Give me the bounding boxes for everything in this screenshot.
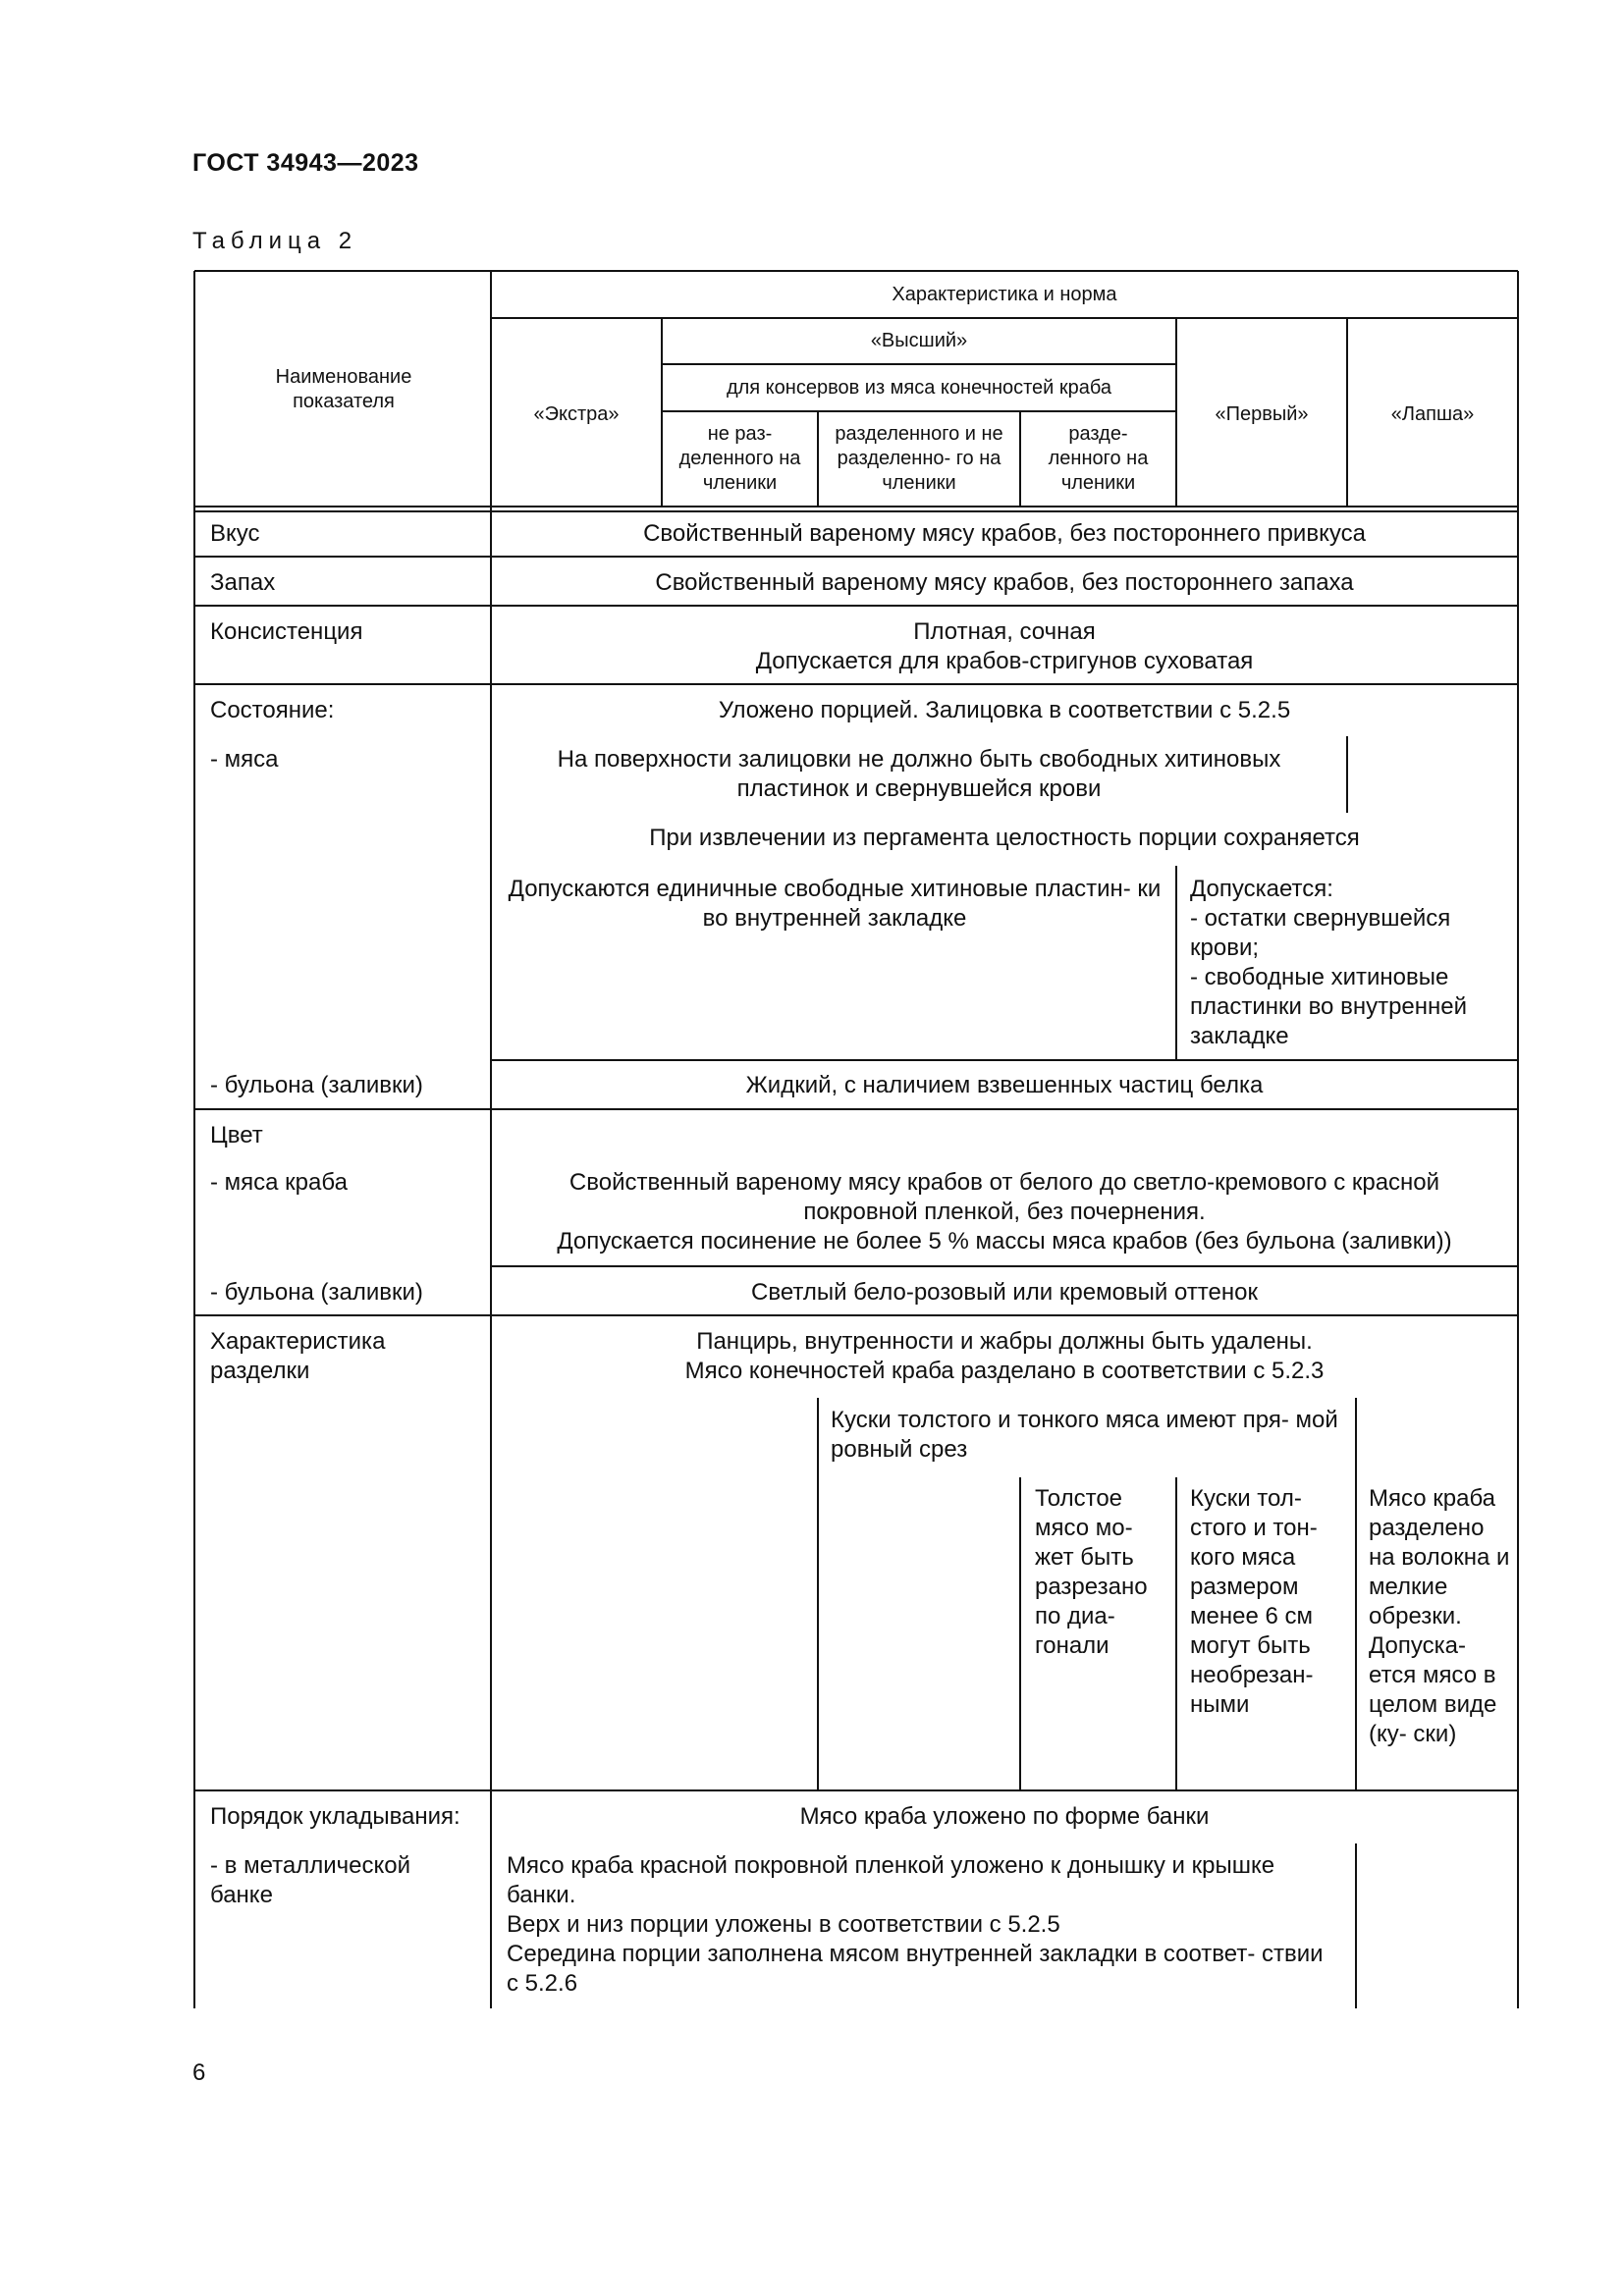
packing-can-label: - в металлической банке <box>210 1852 410 1908</box>
color-meat-value-3: Допускается посинение не более 5 % массы мяса крабов (без бульона (заливки)) <box>557 1228 1452 1255</box>
header-grade-extra: «Экстра» <box>533 403 620 425</box>
state-surface: На поверхности залицовки не должно быть свободных хитиновых пластинок и свернувшейся крови <box>557 746 1281 802</box>
packing-common: Мясо краба уложено по форме банки <box>799 1803 1210 1830</box>
cutting-label: Характеристика разделки <box>210 1328 386 1384</box>
state-allowed-3: - свободные хитиновые пластинки во внутренней закладке <box>1190 964 1468 1049</box>
header-grade-highest: «Высший» <box>870 330 968 351</box>
taste-label: Вкус <box>210 520 260 547</box>
header-divided: разде- ленного на членики <box>1048 423 1149 494</box>
table-caption: Таблица 2 <box>192 228 358 254</box>
header-divided-and-not: разделенного и не разделенно- го на членики <box>835 423 1003 494</box>
color-broth-label: - бульона (заливки) <box>210 1279 423 1306</box>
packing-can-3: Середина порции заполнена мясом внутренней закладки в соответ- ствии с 5.2.6 <box>507 1941 1324 1997</box>
cutting-thick-diagonal: Толстое мясо мо- жет быть разрезано по диа- гонали <box>1035 1485 1148 1659</box>
color-broth-value: Светлый бело-розовый или кремовый оттенок <box>751 1279 1258 1306</box>
broth-value: Жидкий, с наличием взвешенных частиц белка <box>745 1072 1264 1098</box>
color-label: Цвет <box>210 1122 263 1148</box>
color-meat-value-2: покровной пленкой, без почернения. <box>803 1199 1206 1225</box>
consistency-value-2: Допускается для крабов-стригунов суховатая <box>755 648 1254 674</box>
state-meat-label: - мяса <box>210 746 279 773</box>
cutting-value-1: Панцирь, внутренности и жабры должны быть удалены. <box>696 1328 1313 1355</box>
header-highest-sub: для консервов из мяса конечностей краба <box>726 377 1112 399</box>
packing-can-1: Мясо краба красной покровной пленкой уложено к донышку и крышке банки. <box>507 1852 1275 1908</box>
smell-value: Свойственный вареному мясу крабов, без постороннего запаха <box>655 569 1354 596</box>
header-param-name: Наименование показателя <box>275 366 412 412</box>
header-not-divided: не раз- деленного на членики <box>678 423 801 494</box>
consistency-value-1: Плотная, сочная <box>913 618 1096 645</box>
cutting-lapsha: Мясо краба разделено на волокна и мелкие обрезки. Допуска- ется мясо в целом виде (ку- ски) <box>1369 1485 1510 1747</box>
page-number: 6 <box>192 2059 206 2086</box>
state-parchment: При извлечении из пергамента целостность порции сохраняется <box>649 825 1360 851</box>
state-allowed-1: Допускается: <box>1190 876 1333 902</box>
packing-can-2: Верх и низ порции уложены в соответствии с 5.2.5 <box>507 1911 1060 1938</box>
consistency-label: Консистенция <box>210 618 363 645</box>
state-label: Состояние: <box>210 697 335 723</box>
state-single-plates: Допускаются единичные свободные хитиновые пластин- ки во внутренней закладке <box>508 876 1162 932</box>
header-characteristic-norm: Характеристика и норма <box>892 284 1117 305</box>
color-meat-label: - мяса краба <box>210 1169 348 1196</box>
smell-label: Запах <box>210 569 276 596</box>
header-grade-lapsha: «Лапша» <box>1390 403 1475 425</box>
broth-label: - бульона (заливки) <box>210 1072 423 1098</box>
cutting-small-pieces: Куски тол- стого и тон- кого мяса размером менее 6 см могут быть необрезан- ными <box>1190 1485 1318 1718</box>
taste-value: Свойственный вареному мясу крабов, без постороннего привкуса <box>643 520 1366 547</box>
color-meat-value-1: Свойственный вареному мясу крабов от белого до светло-кремового с красной <box>568 1169 1440 1196</box>
cutting-value-2: Мясо конечностей краба разделано в соответствии с 5.2.3 <box>684 1358 1325 1384</box>
header-grade-first: «Первый» <box>1215 403 1309 425</box>
cutting-pieces: Куски толстого и тонкого мяса имеют пря- мой ровный срез <box>831 1407 1338 1463</box>
state-allowed-2: - остатки свернувшейся крови; <box>1190 905 1451 961</box>
state-common: Уложено порцией. Залицовка в соответствии с 5.2.5 <box>718 697 1291 723</box>
packing-label: Порядок укладывания: <box>210 1803 460 1830</box>
document-header: ГОСТ 34943—2023 <box>192 149 419 177</box>
